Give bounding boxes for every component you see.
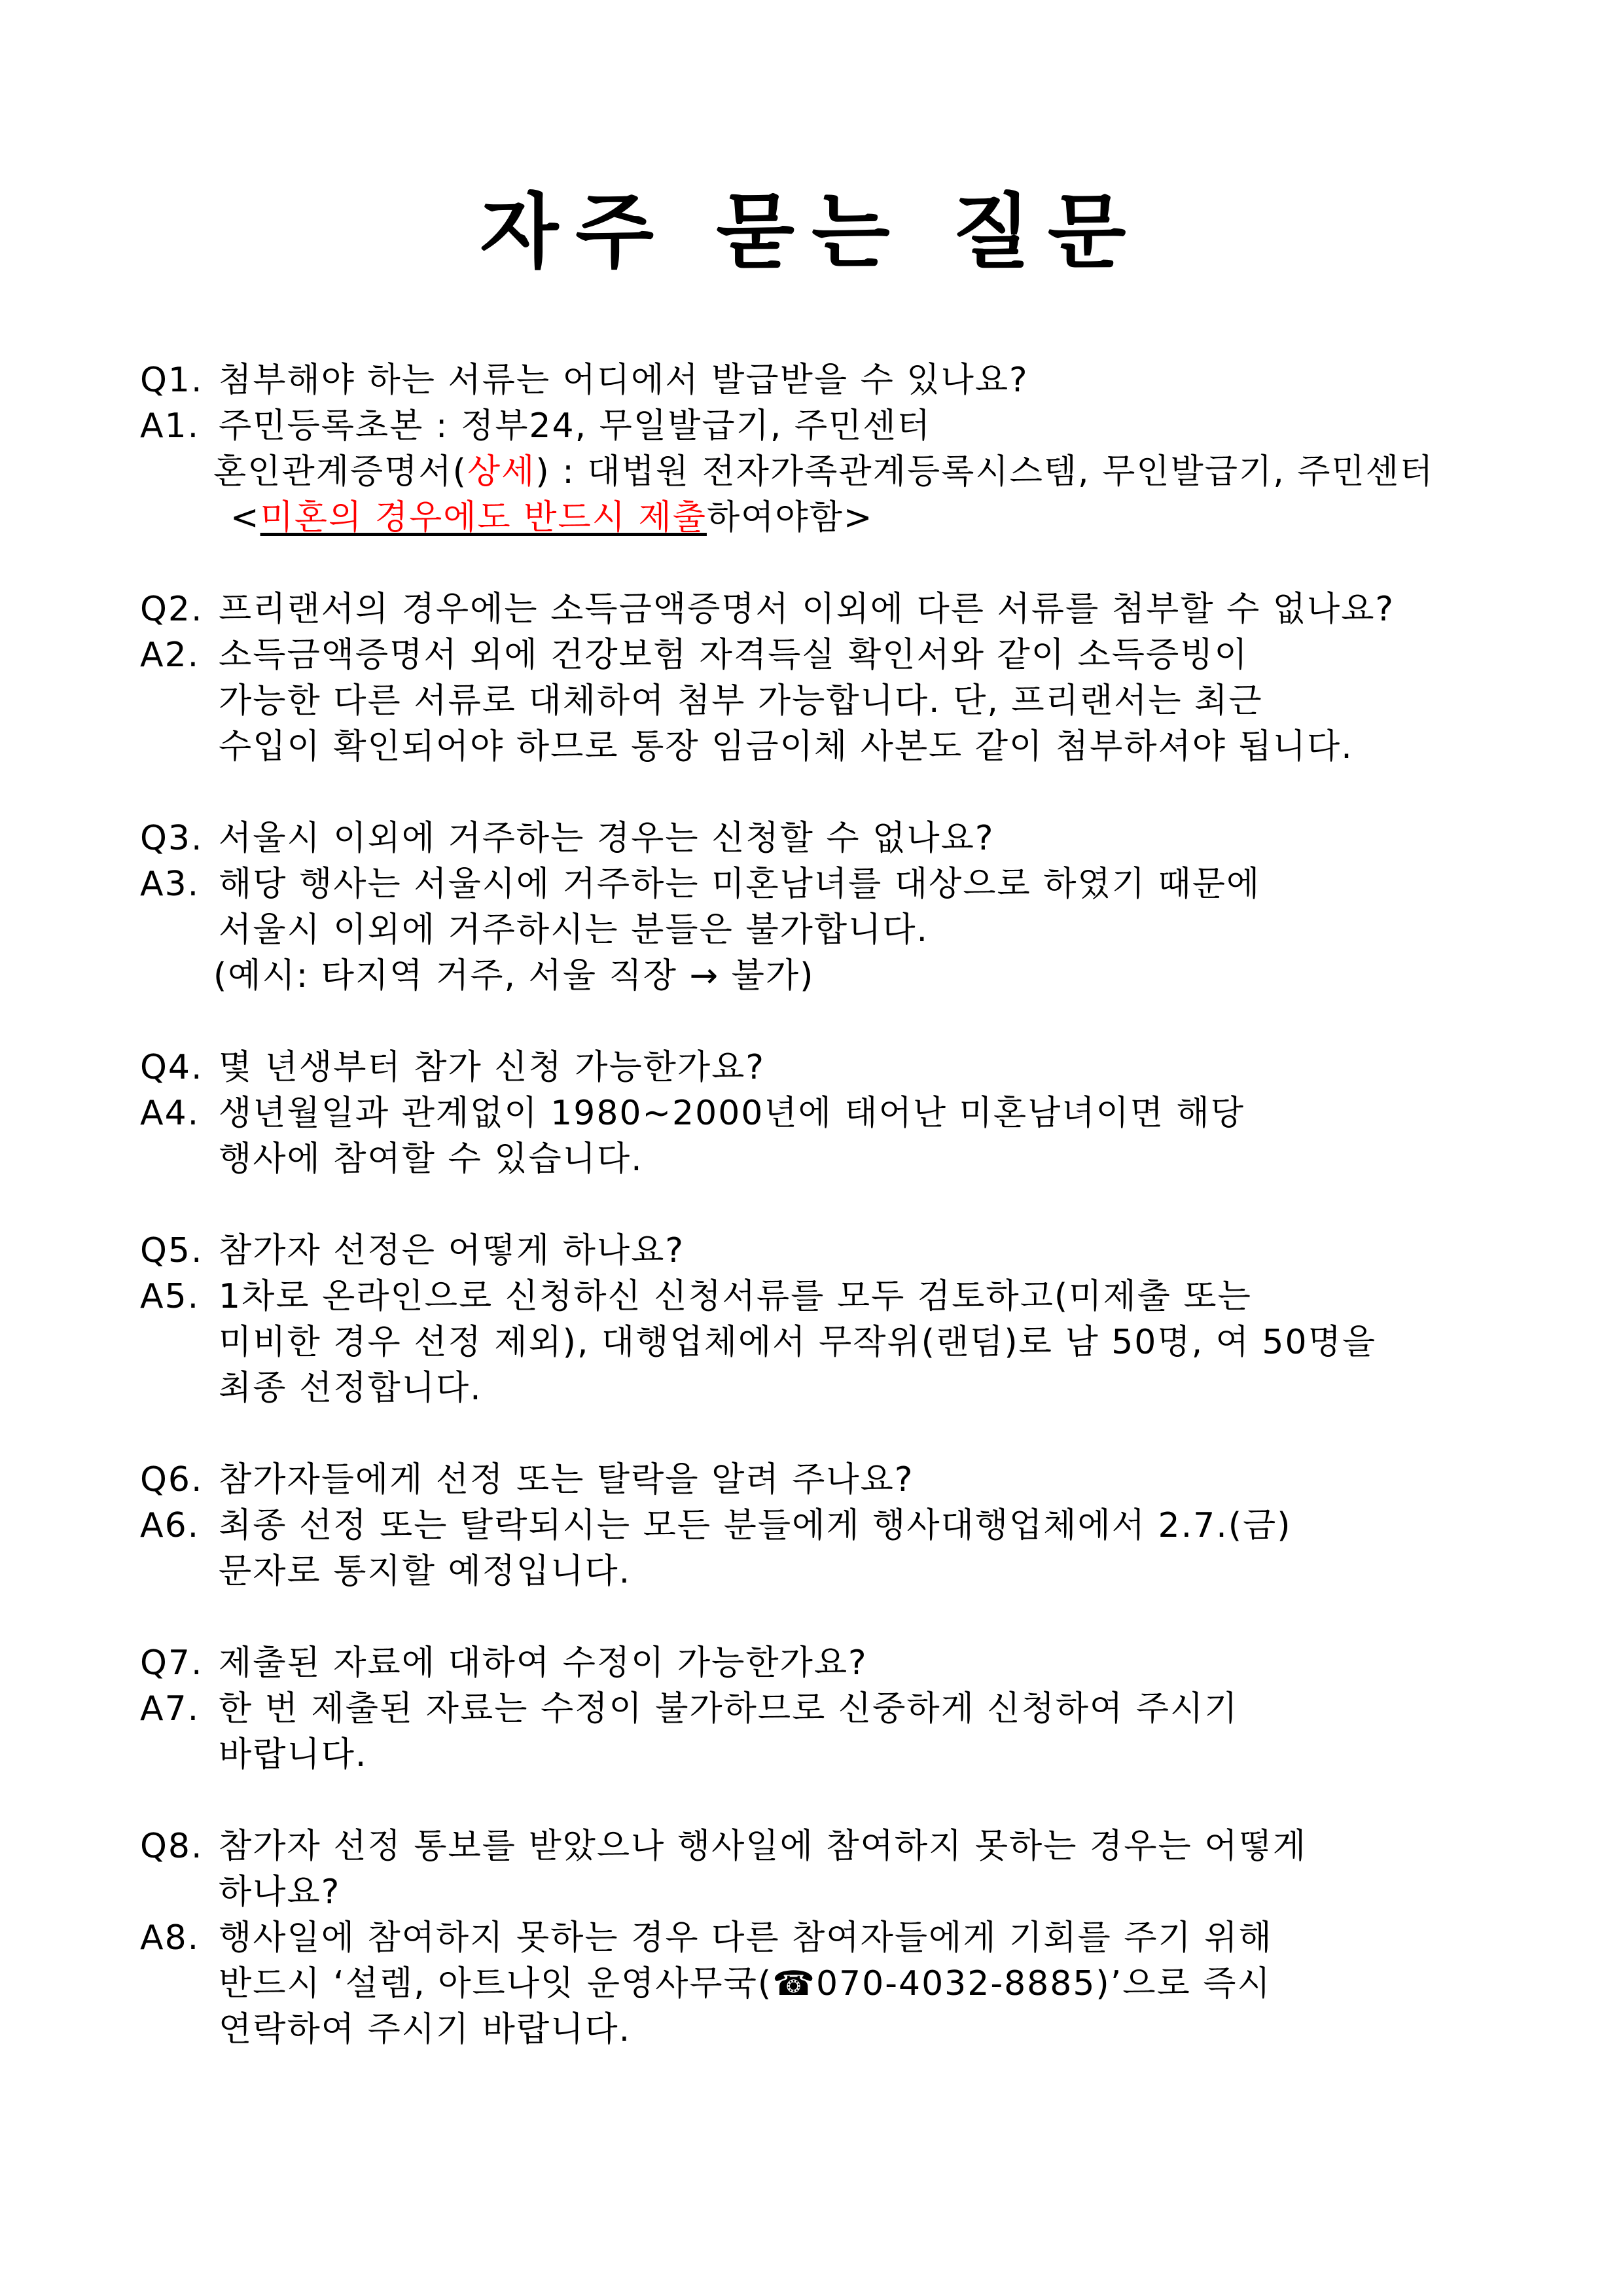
question-text: 첨부해야 하는 서류는 어디에서 발급받을 수 있나요? [219,361,1029,400]
question-text: 참가자 선정은 어떻게 하나요? [219,1231,685,1270]
question-text: 하나요? [219,1873,341,1912]
question-text: 참가자 선정 통보를 받았으나 행사일에 참여하지 못하는 경우는 어떻게 [219,1827,1307,1866]
question-label: Q5. [140,1231,204,1270]
faq-list [140,357,1514,2098]
answer-text-part: ) : 대법원 전자가족관계등록시스템, 무인발급기, 주민센터 [535,452,1435,492]
faq-item-1 [140,357,1514,541]
faq-item-7 [140,1640,1514,1778]
answer-text: 가능한 다른 서류로 대체하여 첨부 가능합니다. 단, 프리랜서는 최근 [219,681,1263,721]
page-title: 자주 묻는 질문 [480,185,1143,279]
faq-item-2 [140,586,1514,770]
answer-text: 서울시 이외에 거주하시는 분들은 불가합니다. [219,910,929,950]
answer-text [230,495,873,541]
answer-text: 수입이 확인되어야 하므로 통장 임금이체 사본도 같이 첨부하셔야 됩니다. [219,727,1353,766]
answer-label: A7. [140,1689,200,1729]
answer-label: A3. [140,865,200,904]
faq-item-5 [140,1228,1514,1411]
answer-text-part: 혼인관계증명서( [213,452,467,492]
answer-text: 미비한 경우 선정 제외), 대행업체에서 무작위(랜덤)로 남 50명, 여 50명을 [219,1323,1377,1362]
answer-text: 문자로 통지할 예정입니다. [219,1552,632,1591]
answer-text: 1차로 온라인으로 신청하신 신청서류를 모두 검토하고(미제출 또는 [219,1277,1252,1316]
answer-text [219,1961,1272,2007]
question-text: 몇 년생부터 참가 신청 가능한가요? [219,1048,765,1087]
detail-link[interactable]: 상세 [467,452,536,492]
answer-text-part: < [230,498,260,537]
phone-number: 070-4032-8885)’으로 즉시 [815,1964,1272,2003]
answer-label: A5. [140,1277,200,1316]
question-label: Q4. [140,1048,204,1087]
answer-label: A2. [140,636,200,675]
phone-icon: ☎ [772,1964,816,2003]
answer-text: 주민등록초본 : 정부24, 무일발급기, 주민센터 [219,406,931,446]
answer-text: 최종 선정합니다. [219,1369,482,1408]
question-text: 프리랜서의 경우에는 소득금액증명서 이외에 다른 서류를 첨부할 수 없나요? [219,590,1395,629]
question-label: Q2. [140,590,204,629]
answer-text: 행사에 참여할 수 있습니다. [219,1139,643,1179]
answer-text: 바랍니다. [219,1735,368,1774]
answer-label: A8. [140,1918,200,1958]
answer-text-part: 하여야함> [706,498,874,537]
answer-text [213,449,1434,495]
answer-text: 생년월일과 관계없이 1980~2000년에 태어난 미혼남녀이면 해당 [219,1094,1245,1133]
answer-text: 행사일에 참여하지 못하는 경우 다른 참여자들에게 기회를 주기 위해 [219,1918,1273,1958]
question-label: Q6. [140,1460,204,1499]
faq-item-6 [140,1457,1514,1594]
answer-text: 한 번 제출된 자료는 수정이 불가하므로 신중하게 신청하여 주시기 [219,1689,1239,1729]
question-label: Q3. [140,819,204,858]
faq-item-8 [140,1823,1514,2053]
question-label: Q8. [140,1827,204,1866]
question-label: Q7. [140,1643,204,1683]
answer-text-part: 반드시 ‘설렘, 아트나잇 운영사무국( [219,1964,773,2003]
question-text: 제출된 자료에 대하여 수정이 가능한가요? [219,1643,868,1683]
required-notice: 미혼의 경우에도 반드시 제출 [260,498,707,537]
question-label: Q1. [140,361,204,400]
answer-text: 연락하여 주시기 바랍니다. [219,2010,632,2049]
question-text: 참가자들에게 선정 또는 탈락을 알려 주나요? [219,1460,914,1499]
answer-text: 최종 선정 또는 탈락되시는 모든 분들에게 행사대행업체에서 2.7.(금) [219,1506,1292,1545]
answer-text: 소득금액증명서 외에 건강보험 자격득실 확인서와 같이 소득증빙이 [219,636,1249,675]
answer-label: A1. [140,406,200,446]
answer-label: A6. [140,1506,200,1545]
question-text: 서울시 이외에 거주하는 경우는 신청할 수 없나요? [219,819,995,858]
answer-example: (예시: 타지역 거주, 서울 직장 → 불가) [213,956,815,996]
faq-item-4 [140,1045,1514,1182]
faq-item-3 [140,816,1514,999]
answer-label: A4. [140,1094,200,1133]
answer-text: 해당 행사는 서울시에 거주하는 미혼남녀를 대상으로 하였기 때문에 [219,865,1261,904]
